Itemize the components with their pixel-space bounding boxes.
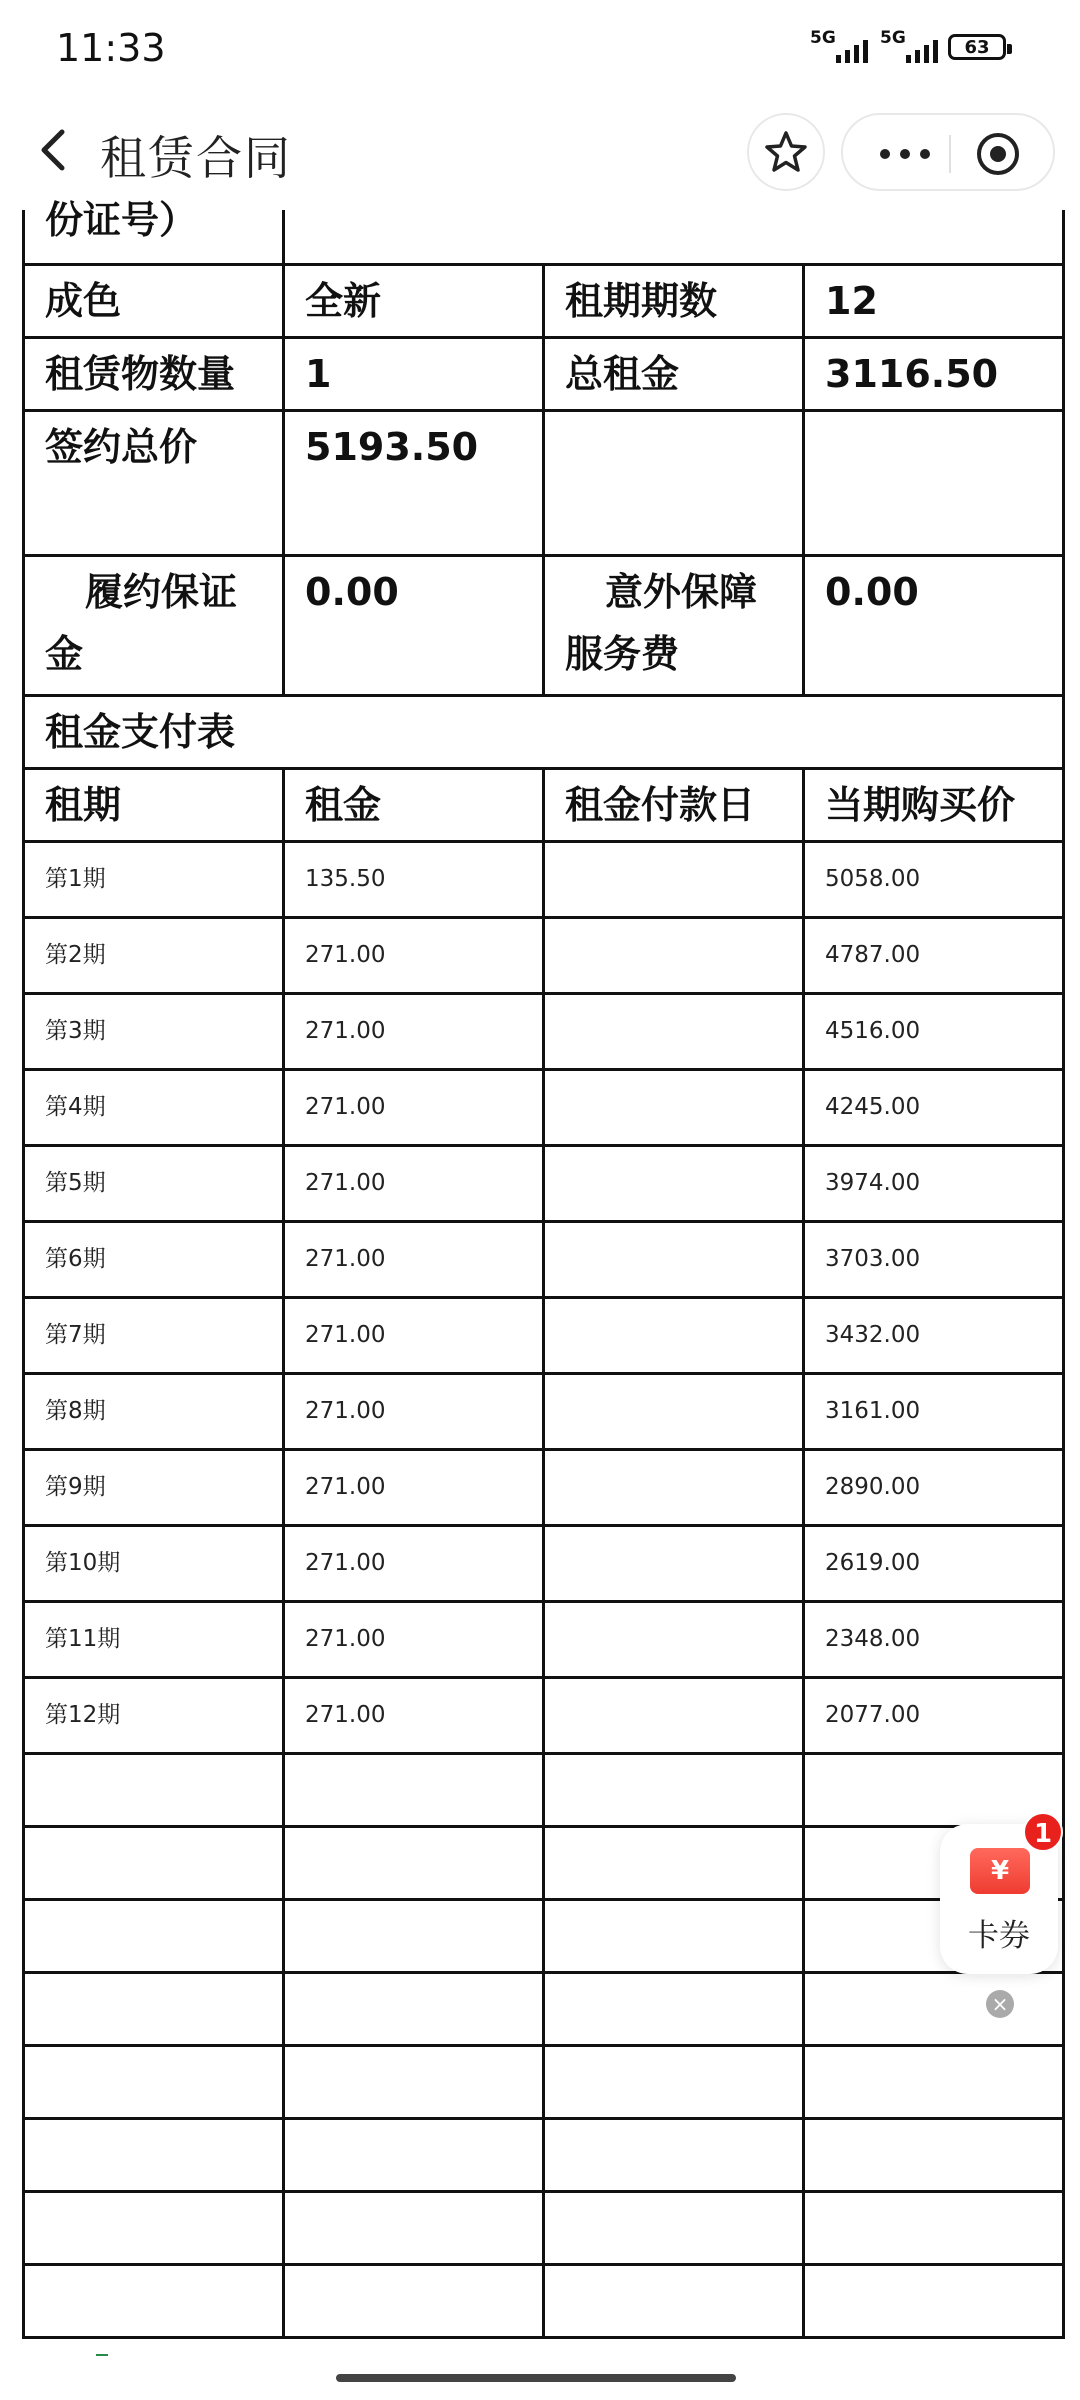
row-rent: 271.00 [284, 1449, 544, 1525]
empty-cell [24, 2191, 284, 2264]
page-title: 租赁合同 [100, 131, 292, 185]
table-header-row [24, 768, 1064, 841]
row-pay-date [544, 1601, 804, 1677]
header-pay-date: 租金付款日 [544, 768, 804, 841]
condition-label: 成色 [24, 264, 284, 337]
row-period: 第7期 [24, 1297, 284, 1373]
home-indicator[interactable] [336, 2374, 736, 2382]
row-pay-date [544, 1221, 804, 1297]
table-row [24, 1601, 1064, 1677]
sign-total-value: 5193.50 [284, 410, 544, 555]
header-rent: 租金 [284, 768, 544, 841]
row-buy-price: 2619.00 [804, 1525, 1064, 1601]
row-period: 第9期 [24, 1449, 284, 1525]
back-button[interactable] [26, 120, 86, 180]
row-buy-price: 3432.00 [804, 1297, 1064, 1373]
row-buy-price: 3703.00 [804, 1221, 1064, 1297]
empty-table-row [24, 1826, 1064, 1899]
row-rent: 271.00 [284, 1297, 544, 1373]
sign-total-label: 签约总价 [24, 410, 284, 555]
insurance-label: 意外保障服务费 [544, 555, 804, 695]
table-row [24, 555, 1064, 695]
empty-table-row [24, 2191, 1064, 2264]
id-number-value [284, 210, 1064, 264]
table-row [24, 1449, 1064, 1525]
row-buy-price: 4245.00 [804, 1069, 1064, 1145]
row-rent: 271.00 [284, 993, 544, 1069]
star-icon [763, 129, 809, 175]
empty-cell [544, 1753, 804, 1826]
table-row [24, 1525, 1064, 1601]
row-period: 第8期 [24, 1373, 284, 1449]
empty-cell [284, 1972, 544, 2045]
id-number-label-tail: 份证号） [24, 210, 284, 264]
empty-cell [284, 1826, 544, 1899]
empty-cell [804, 1753, 1064, 1826]
empty-cell [24, 1972, 284, 2045]
row-period: 第5期 [24, 1145, 284, 1221]
empty-cell [24, 1826, 284, 1899]
status-bar [0, 0, 1080, 100]
row-pay-date [544, 1145, 804, 1221]
row-period: 第3期 [24, 993, 284, 1069]
empty-cell [804, 1972, 1064, 2045]
row-rent: 271.00 [284, 1221, 544, 1297]
empty-table-row [24, 1753, 1064, 1826]
empty-cell [24, 1753, 284, 1826]
empty-table-row [24, 2264, 1064, 2337]
row-period: 第1期 [24, 841, 284, 917]
empty-cell [544, 1826, 804, 1899]
row-pay-date [544, 1449, 804, 1525]
empty-cell [544, 1972, 804, 2045]
row-rent: 271.00 [284, 1525, 544, 1601]
total-rent-label: 总租金 [544, 337, 804, 410]
periods-label: 租期期数 [544, 264, 804, 337]
empty-cell [544, 2264, 804, 2337]
empty-cell [804, 2118, 1064, 2191]
empty-cell [24, 1899, 284, 1972]
row-buy-price: 5058.00 [804, 841, 1064, 917]
row-period: 第10期 [24, 1525, 284, 1601]
row-pay-date [544, 1373, 804, 1449]
empty-table-row [24, 1972, 1064, 2045]
row-period: 第6期 [24, 1221, 284, 1297]
row-buy-price: 4516.00 [804, 993, 1064, 1069]
close-icon[interactable]: × [986, 1990, 1014, 2018]
row-buy-price: 2077.00 [804, 1677, 1064, 1753]
table-row [24, 337, 1064, 410]
signal-icon-2: 5G [880, 30, 938, 63]
signal-icon: 5G [810, 30, 868, 63]
table-row [24, 410, 1064, 555]
payment-table-title: 租金支付表 [24, 695, 1064, 768]
battery-icon: 63 [948, 34, 1006, 60]
row-pay-date [544, 1297, 804, 1373]
empty-cell [544, 1899, 804, 1972]
total-rent-value: 3116.50 [804, 337, 1064, 410]
empty-table-row [24, 2118, 1064, 2191]
row-rent: 271.00 [284, 917, 544, 993]
coupon-label: 卡券 [968, 1918, 1030, 1954]
row-rent: 271.00 [284, 1601, 544, 1677]
mini-program-capsule [841, 113, 1055, 191]
row-period: 第11期 [24, 1601, 284, 1677]
nav-bar [0, 100, 1080, 210]
empty-cell [284, 1899, 544, 1972]
quantity-value: 1 [284, 337, 544, 410]
row-period: 第4期 [24, 1069, 284, 1145]
deposit-label: 履约保证金 [24, 555, 284, 695]
table-row [24, 1677, 1064, 1753]
row-rent: 271.00 [284, 1373, 544, 1449]
table-row [24, 695, 1064, 768]
empty-cell [544, 410, 804, 555]
row-pay-date [544, 1677, 804, 1753]
empty-cell [804, 2191, 1064, 2264]
row-buy-price: 4787.00 [804, 917, 1064, 993]
condition-value: 全新 [284, 264, 544, 337]
row-buy-price: 2890.00 [804, 1449, 1064, 1525]
coupon-badge: 1 [1023, 1812, 1063, 1852]
table-row [24, 993, 1064, 1069]
quantity-label: 租赁物数量 [24, 337, 284, 410]
capsule-divider [949, 135, 951, 173]
row-buy-price: 2348.00 [804, 1601, 1064, 1677]
table-row [24, 210, 1064, 264]
row-pay-date [544, 993, 804, 1069]
table-row [24, 917, 1064, 993]
row-pay-date [544, 1069, 804, 1145]
table-row [24, 841, 1064, 917]
status-time: 11:33 [56, 26, 166, 70]
empty-cell [284, 2045, 544, 2118]
table-row [24, 1297, 1064, 1373]
chevron-left-icon [26, 120, 86, 180]
row-rent: 271.00 [284, 1677, 544, 1753]
favorite-button[interactable] [747, 113, 825, 191]
empty-table-row [24, 2045, 1064, 2118]
header-period: 租期 [24, 768, 284, 841]
row-rent: 271.00 [284, 1145, 544, 1221]
row-pay-date [544, 1525, 804, 1601]
empty-cell [284, 2118, 544, 2191]
empty-cell [544, 2118, 804, 2191]
empty-cell [24, 2264, 284, 2337]
table-row [24, 1221, 1064, 1297]
empty-cell [284, 1753, 544, 1826]
empty-cell [284, 2191, 544, 2264]
empty-cell [284, 2264, 544, 2337]
table-row [24, 1069, 1064, 1145]
row-rent: 271.00 [284, 1069, 544, 1145]
insurance-value: 0.00 [804, 555, 1064, 695]
row-rent: 135.50 [284, 841, 544, 917]
empty-table-row [24, 1899, 1064, 1972]
payment-rows [24, 841, 1064, 2337]
empty-cell [544, 2191, 804, 2264]
coupon-icon: ¥ [970, 1848, 1030, 1894]
empty-cell [24, 2118, 284, 2191]
empty-cell [24, 2045, 284, 2118]
contract-table [22, 198, 1062, 2339]
row-period: 第12期 [24, 1677, 284, 1753]
empty-cell [544, 2045, 804, 2118]
deposit-value: 0.00 [284, 555, 544, 695]
table-row [24, 1145, 1064, 1221]
more-icon[interactable] [875, 139, 935, 169]
row-buy-price: 3974.00 [804, 1145, 1064, 1221]
header-buy-price: 当期购买价 [804, 768, 1064, 841]
row-buy-price: 3161.00 [804, 1373, 1064, 1449]
empty-cell [804, 2045, 1064, 2118]
row-pay-date [544, 841, 804, 917]
row-period: 第2期 [24, 917, 284, 993]
empty-cell [804, 2264, 1064, 2337]
close-program-icon[interactable] [975, 131, 1021, 177]
periods-value: 12 [804, 264, 1064, 337]
green-mark [96, 2354, 108, 2356]
row-pay-date [544, 917, 804, 993]
empty-cell [804, 410, 1064, 555]
table-row [24, 1373, 1064, 1449]
table-row [24, 264, 1064, 337]
